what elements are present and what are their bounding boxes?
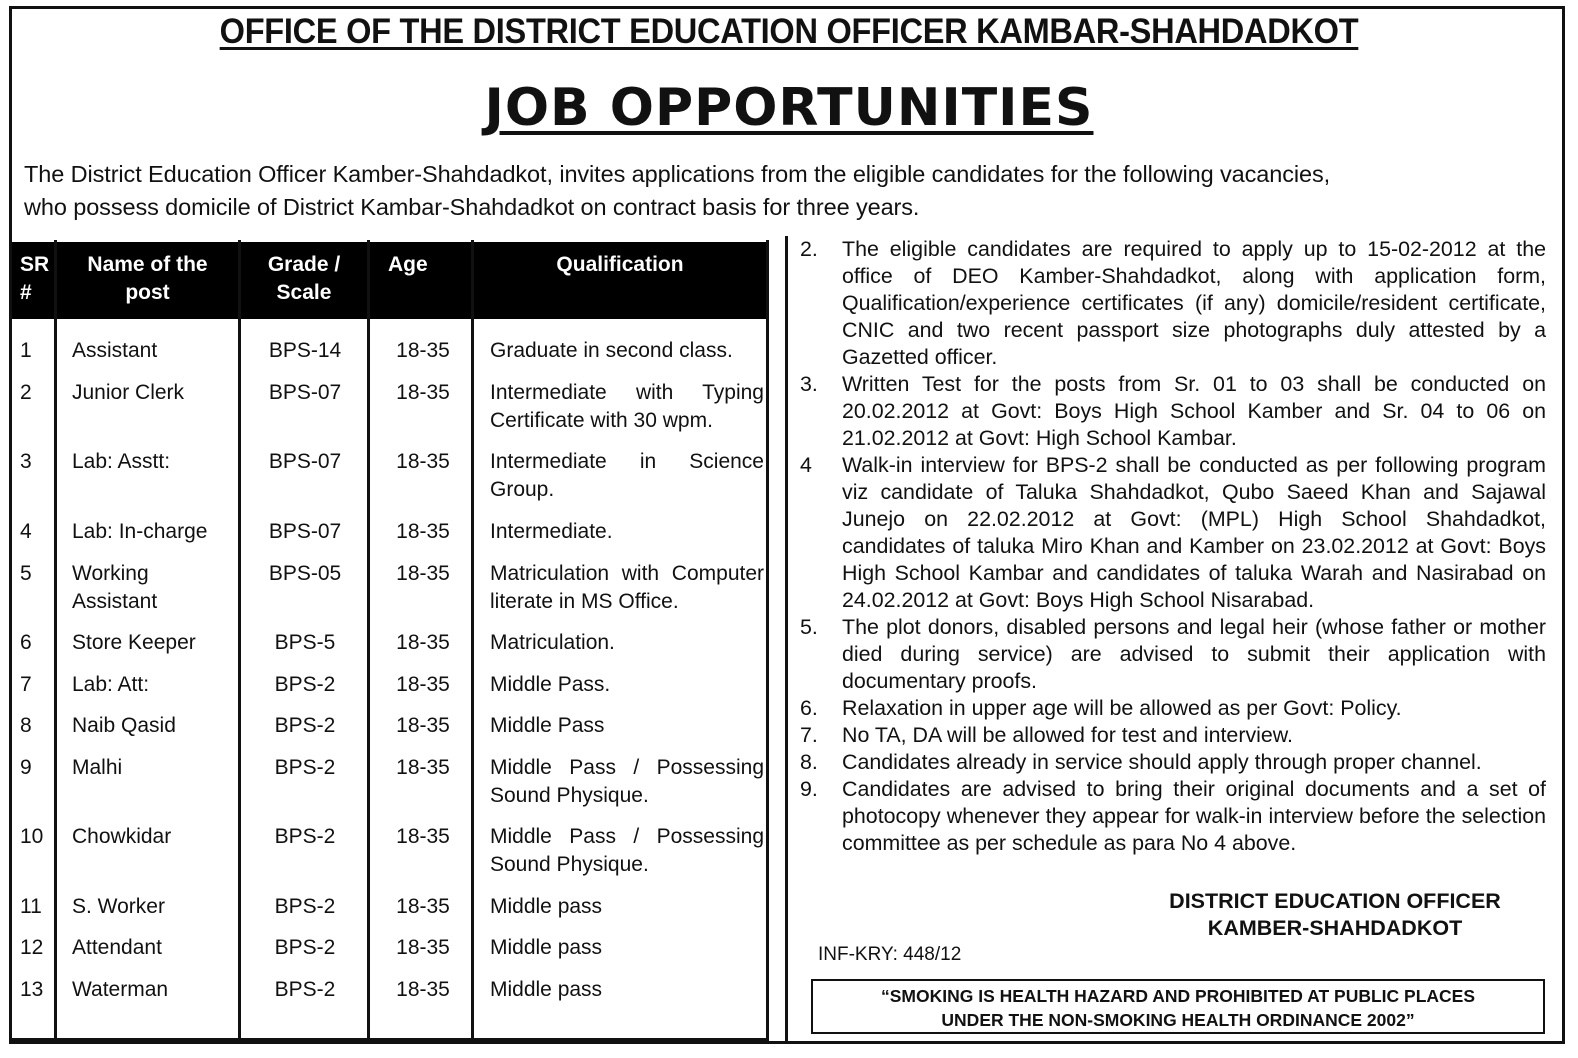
row-grade: BPS-07 — [268, 381, 342, 404]
qualification-line: Group. — [490, 478, 555, 501]
condition-number: 8. — [800, 750, 818, 774]
condition-text: The plot donors, disabled persons and legal heir (whose father or mother died during service) are advised to submit their application with documentary proofs. — [842, 615, 1546, 693]
row-qualification — [490, 893, 764, 921]
row-grade: BPS-2 — [274, 895, 336, 918]
header-grade — [241, 242, 367, 319]
row-grade: BPS-2 — [274, 978, 336, 1001]
row-post-name — [72, 671, 244, 699]
qualification-line: Sound Physique. — [490, 853, 649, 876]
row-age: 18-35 — [396, 381, 450, 404]
row-qualification — [490, 448, 764, 504]
intro-line-1: The District Education Officer Kamber-Shahdadkot, invites applications from the eligible candidates for the following vacancies, — [24, 161, 1331, 187]
row-qualification — [490, 337, 764, 365]
row-sr-number: 10 — [20, 825, 44, 848]
row-grade: BPS-2 — [274, 936, 336, 959]
row-age: 18-35 — [396, 631, 450, 654]
header-sr — [12, 242, 54, 319]
row-sr-number: 6 — [20, 631, 32, 654]
condition-item — [800, 236, 1546, 371]
smoking-notice — [811, 979, 1545, 1034]
condition-text: Candidates are advised to bring their original documents and a set of photocopy whenever they appear for walk-in interview before the selection committee as per schedule as para No 4 above. — [842, 777, 1546, 855]
header-age-text: Age — [388, 253, 428, 276]
qualification-line: Sound Physique. — [490, 784, 649, 807]
qualification-line: Middle Pass / Possessing — [490, 825, 764, 848]
office-title — [55, 12, 1523, 52]
header-qualification — [474, 242, 766, 319]
row-sr-number: 8 — [20, 714, 32, 737]
row-post-name — [72, 754, 244, 782]
post-name-line: S. Worker — [72, 895, 165, 918]
vacancies-table — [9, 240, 769, 1041]
row-sr-number: 13 — [20, 978, 44, 1001]
row-grade: BPS-07 — [268, 520, 342, 543]
header-name-line1: Name of the — [87, 253, 208, 276]
qualification-line: Intermediate. — [490, 520, 613, 543]
row-sr-number: 2 — [20, 381, 32, 404]
row-age: 18-35 — [396, 936, 450, 959]
row-age: 18-35 — [396, 520, 450, 543]
row-sr-number: 9 — [20, 756, 32, 779]
row-sr-number: 3 — [20, 450, 32, 473]
condition-item — [800, 749, 1546, 776]
row-post-name — [72, 560, 244, 616]
post-name-line: Working — [72, 562, 149, 585]
intro-line-2: who possess domicile of District Kambar-Shahdadkot on contract basis for three years. — [24, 194, 920, 220]
condition-text: Written Test for the posts from Sr. 01 to 03 shall be conducted on 20.02.2012 at Govt: Boys High School Kamber and Sr. 04 to 06 on 21.02.2012 at Govt: High School Kambar. — [842, 372, 1546, 450]
condition-number: 7. — [800, 723, 818, 747]
qualification-line: Intermediate with Typing — [490, 381, 764, 404]
row-grade: BPS-14 — [268, 339, 342, 362]
row-age: 18-35 — [396, 450, 450, 473]
conditions-list — [800, 236, 1546, 857]
row-sr-number: 1 — [20, 339, 32, 362]
post-name-line: Naib Qasid — [72, 714, 176, 737]
header-sr-line1: SR — [20, 253, 50, 276]
header-age — [370, 242, 471, 319]
row-post-name — [72, 518, 244, 546]
condition-number: 3. — [800, 372, 818, 396]
row-grade: BPS-2 — [274, 756, 336, 779]
intro-paragraph — [24, 158, 1544, 224]
condition-item — [800, 452, 1546, 614]
condition-number: 4 — [800, 453, 812, 477]
job-opportunities-title — [0, 78, 1578, 138]
signature-block — [1100, 888, 1570, 942]
condition-text: The eligible candidates are required to apply up to 15-02-2012 at the office of DEO Kamber-Shahdadkot, along with application form, Qualification/experience certificates (if any) domicile/resident certificate, CNIC and two recent passport size photographs duly attested by a Gazetted officer. — [842, 237, 1546, 369]
condition-text: Walk-in interview for BPS-2 shall be conducted as per following program viz candidate of Taluka Shahdadkot, Qubo Saeed Khan and Sajawal Junejo on 22.02.2012 at Govt: (MPL) High School Shahdadkot, candidates of taluka Miro Khan and Kamber on 23.02.2012 at Govt: Boys High School Kambar and candidates of taluka Warah and Nasirabad on 24.02.2012 at Govt: Boys High School Nisarabad. — [842, 453, 1546, 612]
header-name-line2: post — [125, 281, 170, 304]
row-grade: BPS-5 — [274, 631, 336, 654]
condition-number: 6. — [800, 696, 818, 720]
column-divider — [367, 240, 370, 1038]
row-sr-number: 7 — [20, 673, 32, 696]
post-name-line: Assistant — [72, 590, 158, 613]
row-qualification — [490, 560, 764, 616]
row-age: 18-35 — [396, 673, 450, 696]
row-post-name — [72, 337, 244, 365]
post-name-line: Attendant — [72, 936, 162, 959]
office-title-text: OFFICE OF THE DISTRICT EDUCATION OFFICER KAMBAR-SHAHDADKOT — [219, 12, 1359, 51]
qualification-line: Certificate with 30 wpm. — [490, 409, 713, 432]
qualification-line: Middle Pass. — [490, 673, 611, 696]
post-name-line: Junior Clerk — [72, 381, 185, 404]
row-age: 18-35 — [396, 825, 450, 848]
row-sr-number: 5 — [20, 562, 32, 585]
row-post-name — [72, 823, 244, 851]
row-grade: BPS-07 — [268, 450, 342, 473]
condition-number: 2. — [800, 237, 818, 261]
row-age: 18-35 — [396, 339, 450, 362]
row-post-name — [72, 976, 244, 1004]
post-name-line: Chowkidar — [72, 825, 172, 848]
row-post-name — [72, 934, 244, 962]
qualification-line: Matriculation with Computer — [490, 562, 764, 585]
row-age: 18-35 — [396, 895, 450, 918]
row-grade: BPS-2 — [274, 825, 336, 848]
row-qualification — [490, 754, 764, 810]
row-qualification — [490, 934, 764, 962]
row-grade: BPS-2 — [274, 673, 336, 696]
post-name-line: Store Keeper — [72, 631, 196, 654]
condition-item — [800, 776, 1546, 857]
row-qualification — [490, 671, 764, 699]
row-sr-number: 11 — [20, 895, 42, 918]
row-sr-number: 12 — [20, 936, 44, 959]
condition-text: Relaxation in upper age will be allowed as per Govt: Policy. — [842, 696, 1402, 720]
qualification-line: Matriculation. — [490, 631, 615, 654]
smoking-notice-line2: UNDER THE NON-SMOKING HEALTH ORDINANCE 2002” — [941, 1010, 1415, 1030]
condition-item — [800, 695, 1546, 722]
post-name-line: Malhi — [72, 756, 123, 779]
condition-item — [800, 614, 1546, 695]
post-name-line: Waterman — [72, 978, 169, 1001]
section-divider — [785, 236, 788, 1042]
row-sr-number: 4 — [20, 520, 32, 543]
header-grade-line1: Grade / — [267, 253, 341, 276]
signature-title: DISTRICT EDUCATION OFFICER — [1169, 889, 1501, 913]
condition-text: No TA, DA will be allowed for test and interview. — [842, 723, 1293, 747]
qualification-line: Middle pass — [490, 936, 603, 959]
row-post-name — [72, 379, 244, 407]
header-qualification-text: Qualification — [556, 253, 684, 276]
header-grade-line2: Scale — [276, 281, 332, 304]
reference-number: INF-KRY: 448/12 — [818, 944, 962, 965]
condition-text: Candidates already in service should apply through proper channel. — [842, 750, 1482, 774]
row-qualification — [490, 629, 764, 657]
row-qualification — [490, 379, 764, 435]
condition-item — [800, 371, 1546, 452]
condition-item — [800, 722, 1546, 749]
row-post-name — [72, 448, 244, 476]
post-name-line: Lab: Asstt: — [72, 450, 171, 473]
qualification-line: Graduate in second class. — [490, 339, 733, 362]
row-age: 18-35 — [396, 978, 450, 1001]
row-grade: BPS-2 — [274, 714, 336, 737]
qualification-line: Middle pass — [490, 895, 603, 918]
row-qualification — [490, 976, 764, 1004]
post-name-line: Lab: Att: — [72, 673, 150, 696]
condition-number: 9. — [800, 777, 818, 801]
smoking-notice-line1: “SMOKING IS HEALTH HAZARD AND PROHIBITED AT PUBLIC PLACES — [880, 986, 1476, 1006]
row-age: 18-35 — [396, 562, 450, 585]
qualification-line: Intermediate in Science — [490, 450, 764, 473]
row-age: 18-35 — [396, 756, 450, 779]
row-qualification — [490, 712, 764, 740]
row-age: 18-35 — [396, 714, 450, 737]
condition-number: 5. — [800, 615, 818, 639]
qualification-line: literate in MS Office. — [490, 590, 679, 613]
row-post-name — [72, 893, 244, 921]
row-post-name — [72, 712, 244, 740]
row-post-name — [72, 629, 244, 657]
row-qualification — [490, 823, 764, 879]
row-qualification — [490, 518, 764, 546]
row-grade: BPS-05 — [268, 562, 342, 585]
post-name-line: Assistant — [72, 339, 158, 362]
qualification-line: Middle Pass / Possessing — [490, 756, 764, 779]
header-sr-line2: # — [20, 281, 32, 304]
qualification-line: Middle pass — [490, 978, 603, 1001]
header-post-name — [57, 242, 238, 319]
table-header — [12, 242, 766, 319]
post-name-line: Lab: In-charge — [72, 520, 208, 543]
main-title-text: JOB OPPORTUNITIES — [484, 78, 1094, 138]
signature-location: KAMBER-SHAHDADKOT — [1207, 916, 1463, 940]
qualification-line: Middle Pass — [490, 714, 605, 737]
